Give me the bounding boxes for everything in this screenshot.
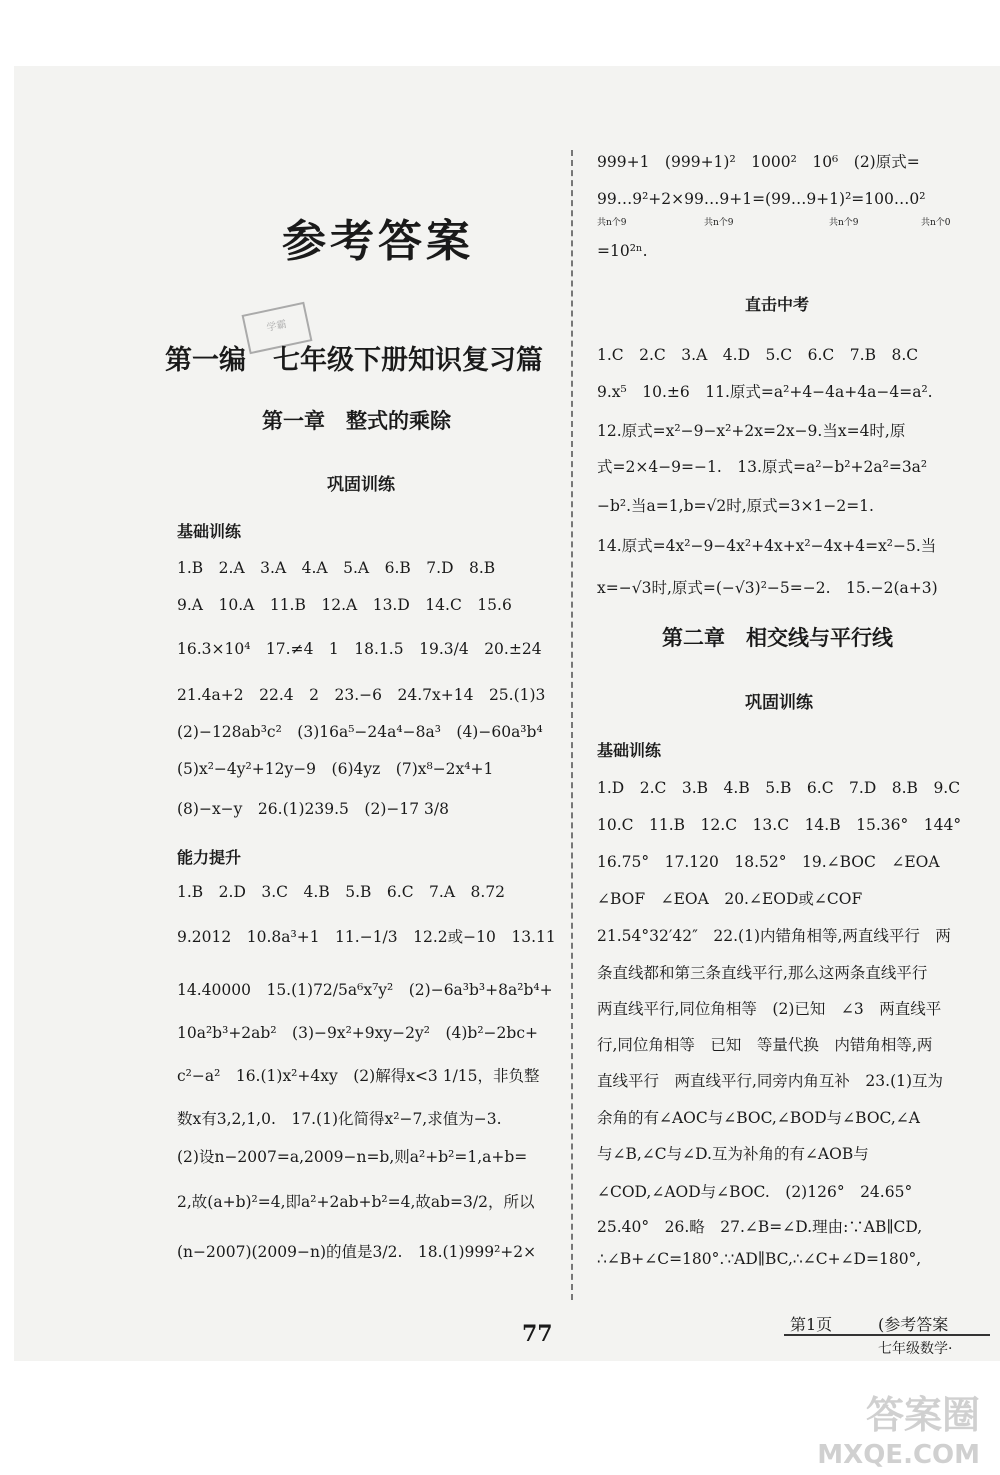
chapter2-section: 巩固训练 <box>745 693 813 713</box>
ch1-basic-line: (2)−128ab³c² (3)16a⁵−24a⁴−8a³ (4)−60a³b⁴ <box>177 723 543 741</box>
zhiji-line: −b².当a=1,b=√2时,原式=3×1−2=1. <box>597 497 874 515</box>
column-divider <box>571 150 573 1300</box>
zhiji-line: 12.原式=x²−9−x²+2x=2x−9.当x=4时,原 <box>597 422 906 440</box>
page-title: 参考答案 <box>282 216 474 267</box>
ch2-line: 余角的有∠AOC与∠BOC,∠BOD与∠BOC,∠A <box>597 1109 920 1127</box>
watermark-text: 答案圈 <box>865 1393 980 1437</box>
ch2-line: ∴∠B+∠C=180°.∵AD∥BC,∴∠C+∠D=180°, <box>597 1250 922 1268</box>
ch2-line: ∠BOF ∠EOA 20.∠EOD或∠COF <box>597 890 863 908</box>
ch1-basic-line: (8)−x−y 26.(1)239.5 (2)−17 3/8 <box>177 800 449 818</box>
zhiji-heading: 直击中考 <box>745 295 810 314</box>
ch1-basic-line: (5)x²−4y²+12y−9 (6)4yz (7)x⁸−2x⁴+1 <box>177 760 494 778</box>
ch1-ability-line: c²−a² 16.(1)x²+4xy (2)解得x<3 1/15，非负整 <box>177 1067 540 1085</box>
underbrace-label: 共n个0 <box>921 218 951 228</box>
watermark-url: MXQE.COM <box>817 1440 980 1470</box>
ch1-ability-line: 10a²b³+2ab² (3)−9x²+9xy−2y² (4)b²−2bc+ <box>177 1024 538 1042</box>
ch2-line: 25.40° 26.略 27.∠B=∠D.理由:∵AB∥CD, <box>597 1218 923 1236</box>
ch2-line: 行,同位角相等 已知 等量代换 内错角相等,两 <box>597 1036 933 1054</box>
ch2-line: 直线平行 两直线平行,同旁内角互补 23.(1)互为 <box>597 1072 944 1090</box>
continued-line: 99…9²+2×99…9+1=(99…9+1)²=100…0² <box>597 190 926 208</box>
ch1-ability-line: 9.2012 10.8a³+1 11.−1/3 12.2或−10 13.11 <box>177 928 556 946</box>
ch1-ability-line: 数x有3,2,1,0. 17.(1)化简得x²−7,求值为−3. <box>177 1110 502 1128</box>
ch2-line: 16.75° 17.120 18.52° 19.∠BOC ∠EOA <box>597 853 940 871</box>
ch2-line: 两直线平行,同位角相等 (2)已知 ∠3 两直线平 <box>597 1000 942 1018</box>
ch2-line: 条直线都和第三条直线平行,那么这两条直线平行 <box>597 964 928 982</box>
chapter1-title: 第一章 整式的乘除 <box>262 408 451 433</box>
ch2-line: 10.C 11.B 12.C 13.C 14.B 15.36° 144° <box>597 816 962 834</box>
part-title: 第一编 七年级下册知识复习篇 <box>165 345 543 376</box>
ch1-basic-line: 9.A 10.A 11.B 12.A 13.D 14.C 15.6 <box>177 596 512 614</box>
ch2-line: 21.54°32′42″ 22.(1)内错角相等,两直线平行 两 <box>597 927 951 945</box>
chapter2-title: 第二章 相交线与平行线 <box>662 625 893 650</box>
zhiji-line: 式=2×4−9=−1. 13.原式=a²−b²+2a²=3a² <box>597 458 928 476</box>
footer-answer-label: (参考答案 <box>878 1315 949 1334</box>
zhiji-line: 14.原式=4x²−9−4x²+4x+x²−4x+4=x²−5.当 <box>597 537 937 555</box>
page-number: 77 <box>522 1321 553 1347</box>
continued-line: 999+1 (999+1)² 1000² 10⁶ (2)原式= <box>597 153 920 171</box>
ch1-ability-line: 1.B 2.D 3.C 4.B 5.B 6.C 7.A 8.72 <box>177 883 506 901</box>
footer-subject-label: 七年级数学· <box>878 1341 953 1357</box>
ch1-ability-line: (n−2007)(2009−n)的值是3/2. 18.(1)999²+2× <box>177 1243 537 1261</box>
footer-page-label: 第1页 <box>790 1315 833 1334</box>
ch2-line: 与∠B,∠C与∠D.互为补角的有∠AOB与 <box>597 1145 869 1163</box>
continued-line: =10²ⁿ. <box>597 242 648 260</box>
footer-rule <box>784 1334 990 1336</box>
chapter1-section: 巩固训练 <box>327 475 395 495</box>
ch1-basic-line: 1.B 2.A 3.A 4.A 5.A 6.B 7.D 8.B <box>177 559 496 577</box>
underbrace-label: 共n个9 <box>704 218 734 228</box>
ch2-line: ∠COD,∠AOD与∠BOC. (2)126° 24.65° <box>597 1183 913 1201</box>
stamp-logo: 学霸 <box>242 302 313 354</box>
ch1-ability-line: (2)设n−2007=a,2009−n=b,则a²+b²=1,a+b= <box>177 1148 528 1166</box>
ch1-ability-line: 2,故(a+b)²=4,即a²+2ab+b²=4,故ab=3/2，所以 <box>177 1193 535 1211</box>
ch2-line: 1.D 2.C 3.B 4.B 5.B 6.C 7.D 8.B 9.C <box>597 779 961 797</box>
chapter1-basic-heading: 基础训练 <box>177 522 242 541</box>
zhiji-line: 9.x⁵ 10.±6 11.原式=a²+4−4a+4a−4=a². <box>597 383 933 401</box>
zhiji-line: x=−√3时,原式=(−√3)²−5=−2. 15.−2(a+3) <box>597 579 938 597</box>
zhiji-line: 1.C 2.C 3.A 4.D 5.C 6.C 7.B 8.C <box>597 346 919 364</box>
watermark-logo <box>817 1395 980 1475</box>
chapter1-ability-heading: 能力提升 <box>177 848 242 867</box>
ch1-basic-line: 21.4a+2 22.4 2 23.−6 24.7x+14 25.(1)3 <box>177 686 546 704</box>
underbrace-label: 共n个9 <box>597 218 627 228</box>
chapter2-basic-heading: 基础训练 <box>597 741 662 760</box>
ch1-ability-line: 14.40000 15.(1)72/5a⁶x⁷y² (2)−6a³b³+8a²b⁴+ <box>177 981 553 999</box>
underbrace-label: 共n个9 <box>829 218 859 228</box>
ch1-basic-line: 16.3×10⁴ 17.≠4 1 18.1.5 19.3/4 20.±24 <box>177 640 542 658</box>
